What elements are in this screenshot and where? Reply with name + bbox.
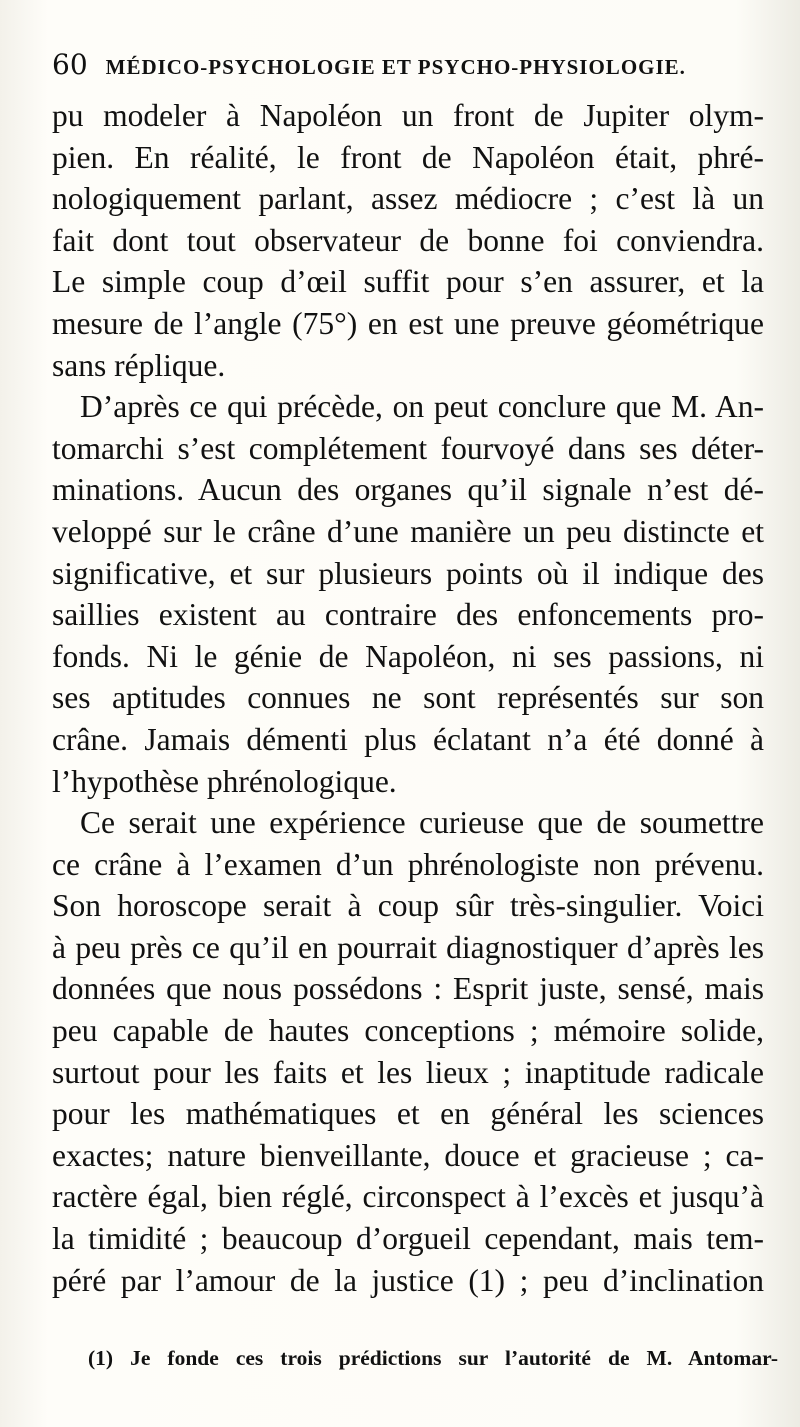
text-line: ses aptitudes connues ne sont représentés sur son bbox=[52, 680, 764, 716]
paragraph-start-line: D’après ce qui précède, on peut conclure que M. An- bbox=[80, 389, 764, 425]
paragraph-start-line: Ce serait une expérience curieuse que de soumettre bbox=[80, 805, 764, 841]
text-line: surtout pour les faits et les lieux ; inaptitude radicale bbox=[52, 1054, 764, 1090]
text-line: Son horoscope serait à coup sûr très-singulier. Voici bbox=[52, 888, 764, 924]
text-line: minations. Aucun des organes qu’il signale n’est dé- bbox=[52, 472, 764, 508]
page-number: 60 bbox=[52, 48, 88, 81]
text-line: la timidité ; beaucoup d’orgueil cependant, mais tem- bbox=[52, 1221, 764, 1257]
text-line: mesure de l’angle (75°) en est une preuve géométrique bbox=[52, 305, 764, 341]
text-line: peu capable de hautes conceptions ; mémoire solide, bbox=[52, 1013, 764, 1049]
body-text bbox=[52, 95, 764, 1301]
paragraph-end-line: l’hypothèse phrénologique. bbox=[52, 763, 397, 799]
text-line: saillies existent au contraire des enfoncements pro- bbox=[52, 597, 764, 633]
text-line: ractère égal, bien réglé, circonspect à l’excès et jusqu’à bbox=[52, 1179, 764, 1215]
paragraph-end-line: sans réplique. bbox=[52, 347, 226, 383]
text-line: données que nous possédons : Esprit juste, sensé, mais bbox=[52, 971, 764, 1007]
footnote: (1) Je fonde ces trois prédictions sur l’autorité de M. Antomar- bbox=[88, 1346, 778, 1370]
text-line: ce crâne à l’examen d’un phrénologiste non prévenu. bbox=[52, 846, 764, 882]
text-line: significative, et sur plusieurs points où il indique des bbox=[52, 555, 764, 591]
text-line: exactes; nature bienveillante, douce et gracieuse ; ca- bbox=[52, 1137, 764, 1173]
text-line: péré par l’amour de la justice (1) ; peu d’inclination bbox=[52, 1262, 764, 1298]
text-line: Le simple coup d’œil suffit pour s’en assurer, et la bbox=[52, 264, 764, 300]
text-line: nologiquement parlant, assez médiocre ; c’est là un bbox=[52, 181, 764, 217]
text-line: crâne. Jamais démenti plus éclatant n’a été donné à bbox=[52, 721, 764, 757]
text-line: pour les mathématiques et en général les sciences bbox=[52, 1096, 764, 1132]
text-line: fonds. Ni le génie de Napoléon, ni ses passions, ni bbox=[52, 638, 764, 674]
text-line: pien. En réalité, le front de Napoléon était, phré- bbox=[52, 139, 764, 175]
text-line: tomarchi s’est complétement fourvoyé dans ses déter- bbox=[52, 430, 764, 466]
text-line: à peu près ce qu’il en pourrait diagnostiquer d’après les bbox=[52, 929, 764, 965]
text-line: fait dont tout observateur de bonne foi conviendra. bbox=[52, 222, 764, 258]
page-header bbox=[52, 48, 772, 88]
text-line: veloppé sur le crâne d’une manière un peu distincte et bbox=[52, 513, 764, 549]
running-title: MÉDICO-PSYCHOLOGIE ET PSYCHO-PHYSIOLOGIE. bbox=[105, 55, 686, 79]
text-line: pu modeler à Napoléon un front de Jupiter olym- bbox=[52, 98, 764, 133]
